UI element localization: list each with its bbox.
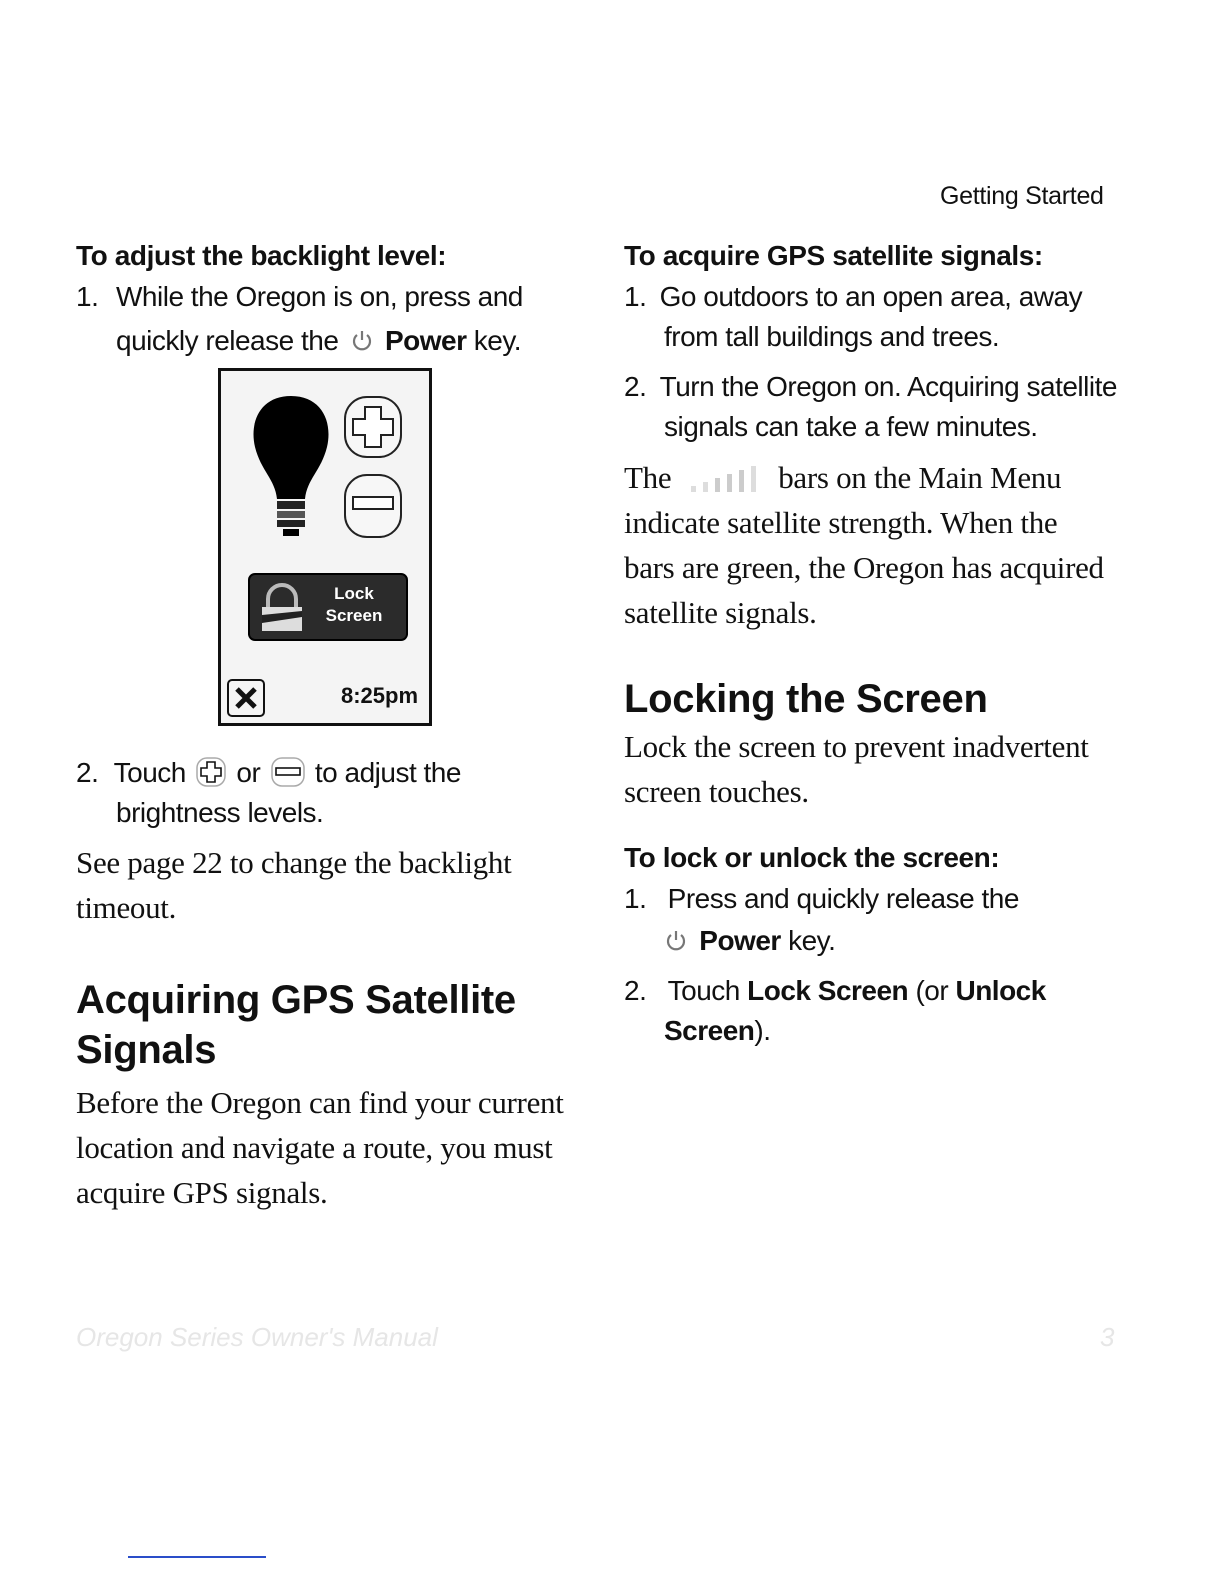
section-heading-acquiring-gps: Acquiring GPS Satellite Signals (76, 978, 516, 1072)
clock-time: 8:25pm (341, 683, 419, 708)
step-text: (or (915, 975, 949, 1006)
power-icon (664, 929, 688, 953)
close-button[interactable] (227, 679, 265, 717)
step-text: While the Oregon is on, press and (116, 281, 523, 312)
step-text: key. (473, 325, 522, 356)
gps-step-1-line2: from tall buildings and trees. (664, 321, 1000, 352)
step-text: key. (788, 925, 836, 956)
power-key-label: Power (699, 925, 781, 956)
lock-procedure-heading: To lock or unlock the screen: (624, 842, 1000, 873)
minus-button-icon (270, 756, 306, 788)
step-text: Turn the Oregon on. Acquiring satellite (659, 371, 1117, 402)
running-header: Getting Started (940, 182, 1104, 210)
step-text: Go outdoors to an open area, away (659, 281, 1083, 312)
step-number: 1. (624, 281, 647, 312)
lock-screen-button[interactable] (248, 573, 408, 641)
step-text: to adjust the (314, 757, 461, 788)
backlight-step-2-line2: brightness levels. (116, 797, 324, 828)
section-heading-locking-screen: Locking the Screen (624, 677, 988, 721)
gps-step-1 (624, 276, 1082, 318)
step-text: or (236, 757, 261, 788)
backlight-screen-illustration (218, 368, 432, 726)
gps-procedure-heading: To acquire GPS satellite signals: (624, 240, 1043, 271)
step-number: 2. (624, 975, 647, 1006)
power-key-label: Power (384, 325, 467, 356)
brightness-down-button[interactable] (341, 471, 405, 541)
paragraph-text: The (624, 460, 672, 495)
acquiring-gps-paragraph: Before the Oregon can find your current location and navigate a route, you must acquire GPS signals. (76, 1085, 564, 1210)
step-text: quickly release the (116, 325, 339, 356)
lock-step-2 (624, 970, 1046, 1012)
lock-step-2-line2 (664, 1010, 771, 1052)
step-number: 2. (76, 757, 99, 788)
plus-button-icon (195, 756, 227, 788)
backlight-step-1-line2 (116, 320, 521, 362)
unlock-term: Unlock (955, 975, 1046, 1006)
step-text: ). (754, 1015, 771, 1046)
step-text: Press and quickly release the (667, 883, 1019, 914)
step-text: Touch (113, 757, 186, 788)
locking-screen-paragraph: Lock the screen to prevent inadvertent screen touches. (624, 729, 1089, 809)
footer-manual-title: Oregon Series Owner's Manual (76, 1322, 438, 1352)
step-text: Touch (667, 975, 740, 1006)
backlight-step-2 (76, 752, 461, 794)
satellite-bars-icon (685, 464, 765, 494)
lock-screen-term: Lock Screen (747, 975, 909, 1006)
step-number: 1. (624, 883, 647, 914)
step-number: 2. (624, 371, 647, 402)
satellite-bars-paragraph: The bars on the Main Menu indicate satellite strength. When the bars are green, the Oregon has acquired satellite signals. (624, 460, 1104, 630)
lock-step-1 (624, 878, 1019, 920)
gps-step-2-line2: signals can take a few minutes. (664, 411, 1038, 442)
lightbulb-icon (241, 391, 341, 541)
gps-step-2 (624, 366, 1117, 408)
bottom-link-underline (128, 1556, 266, 1558)
step-number: 1. (76, 281, 99, 312)
lock-screen-label: Lock Screen (325, 584, 383, 625)
screen-term: Screen (664, 1015, 755, 1046)
padlock-icon (256, 581, 308, 633)
close-icon (229, 681, 263, 715)
backlight-procedure-heading: To adjust the backlight level: (76, 240, 447, 271)
power-icon (350, 329, 374, 353)
see-page-paragraph: See page 22 to change the backlight timeout. (76, 845, 512, 925)
paragraph-text: bars on the Main Menu (778, 460, 1062, 495)
lock-step-1-line2 (660, 920, 835, 962)
footer-page-number: 3 (1100, 1322, 1115, 1352)
brightness-up-button[interactable] (341, 393, 405, 461)
